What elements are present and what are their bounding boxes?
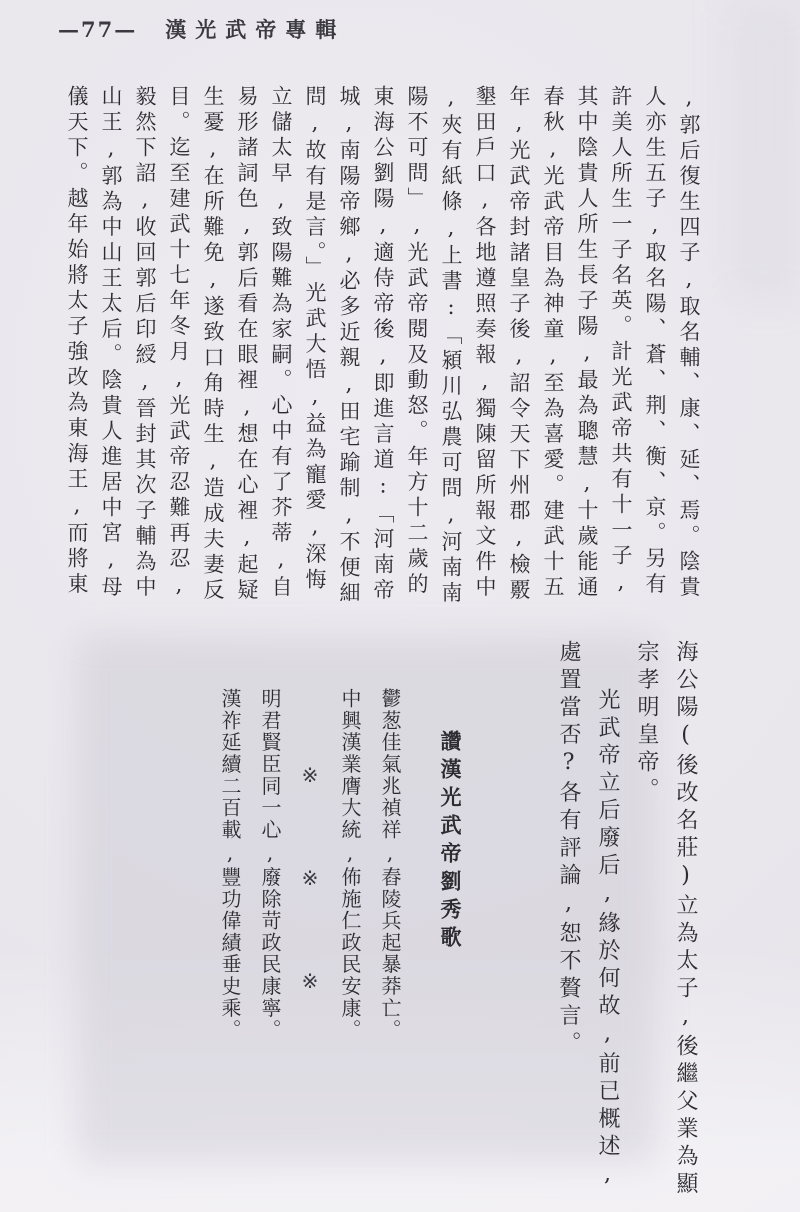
- text-column: 墾田戶口,各地遵照奏報,獨陳留所報文件中: [473, 85, 497, 601]
- text-column: 毅然下詔,收回郭后印綬,晉封其次子輔為中: [133, 85, 157, 601]
- text-column: 立儲太早,致陽難為家嗣。心中有了芥蒂,自: [269, 85, 293, 601]
- text-column: 年,光武帝封諸皇子後,詔令天下州郡,檢覈: [507, 85, 531, 604]
- text-column: 其中陰貴人所生長子陽,最為聰慧,十歲能通: [575, 85, 599, 601]
- poem-separator: ※ ※ ※: [298, 763, 322, 1006]
- poem-line: 漢祚延續二百載,豐功偉績垂史乘。: [218, 688, 242, 1041]
- text-column: ,夾有紙條,上書:「潁川弘農可問,河南南: [439, 85, 463, 607]
- commentary-column: 光武帝立后廢后,緣於何故,前已概述,: [595, 688, 620, 1192]
- text-column: 陽不可問」,光武帝閱及動怒。年方十二歲的: [405, 85, 429, 598]
- scan-shading-top-right: [730, 0, 800, 300]
- poem-block: [210, 640, 470, 1185]
- text-column: 儀天下。越年始將太子強改為東海王,而將東: [65, 85, 89, 598]
- main-text-block: [60, 85, 706, 630]
- book-title: 漢光武帝專輯: [165, 17, 346, 42]
- text-column: 城,南陽帝鄉,必多近親,田宅踰制,不便細: [337, 85, 361, 607]
- text-column: ,郭后復生四子,取名輔、康、延、焉。陰貴: [677, 85, 701, 601]
- poem-line: 鬱葱佳氣兆禎祥,舂陵兵起暴莽亡。: [378, 688, 402, 1041]
- poem-line: 中興漢業膺大統,佈施仁政民安康。: [338, 688, 362, 1041]
- text-column: 問,故有是言。」光武大悟,益為寵愛,深悔: [303, 85, 327, 594]
- commentary-block: [549, 640, 705, 1200]
- poem-line: 明君賢臣同一心,廢除苛政民康寧。: [258, 688, 282, 1041]
- text-column: 目。迄至建武十七年冬月,光武帝忍難再忍,: [167, 85, 191, 601]
- text-column: 春秋,光武帝目為神童,至為喜愛。建武十五: [541, 85, 565, 601]
- commentary-column: 宗孝明皇帝。: [634, 640, 659, 805]
- commentary-column: 海公陽(後改名莊)立為太子,後繼父業為顯: [673, 640, 698, 1199]
- page-number: —77—: [58, 17, 138, 42]
- poem-title: 讚漢光武帝劉秀歌: [438, 730, 463, 954]
- page-header: [58, 14, 345, 44]
- text-column: 生憂,在所難免,遂致口角時生,造成夫妻反: [201, 85, 225, 604]
- text-column: 人亦生五子,取名陽、蒼、荆、衡、京。另有: [643, 85, 667, 598]
- text-column: 許美人所生一子名英。計光武帝共有十一子,: [609, 85, 633, 598]
- text-column: 易形諸詞色,郭后看在眼裡,想在心裡,起疑: [235, 85, 259, 604]
- text-column: 東海公劉陽,適侍帝後,即進言道:「河南帝: [371, 85, 395, 604]
- text-column: 山王,郭為中山王太后。陰貴人進居中宮,母: [99, 85, 123, 601]
- commentary-column: 處置當否?各有評論,恕不贅言。: [556, 640, 581, 1059]
